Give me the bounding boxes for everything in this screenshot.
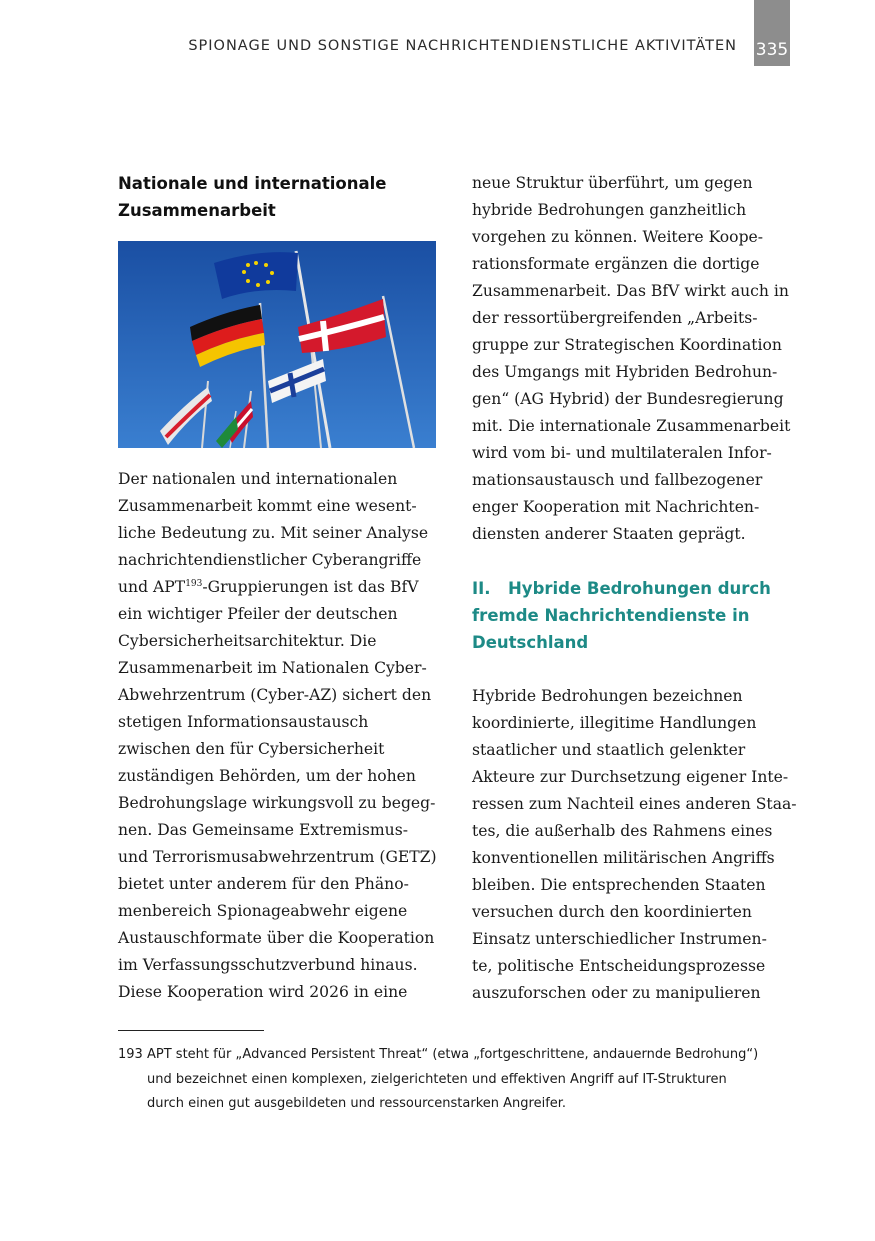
text-line: nachrichtendienstlicher Cyberangriffe [118, 551, 422, 569]
text-line [118, 574, 438, 601]
footnote-text [147, 1043, 778, 1117]
text-line: des Umgangs mit Hybriden Bedrohun- [472, 363, 778, 381]
text-line: stetigen Informationsaustausch [118, 713, 369, 731]
text-line: zwischen den für Cybersicherheit [118, 740, 385, 758]
text-line: zuständigen Behörden, um der hohen [118, 767, 416, 785]
text-line: liche Bedeutung zu. Mit seiner Analyse [118, 524, 429, 542]
paragraph-cooperation-continued [472, 170, 792, 548]
text-line: tes, die außerhalb des Rahmens eines [472, 822, 773, 840]
text-line: Akteure zur Durchsetzung eigener Inte- [472, 768, 789, 786]
footnote-divider [118, 1030, 264, 1031]
text-line: diensten anderer Staaten geprägt. [472, 525, 746, 543]
footnote-reference[interactable]: 193 [185, 579, 203, 589]
text-line: und Terrorismusabwehrzentrum (GETZ) [118, 848, 437, 866]
text-line: gruppe zur Strategischen Koordination [472, 336, 782, 354]
subheading-line: Zusammenarbeit [118, 201, 276, 220]
text-line: Cybersicherheitsarchitektur. Die [118, 632, 377, 650]
text-fragment: und APT [118, 578, 186, 596]
section-heading [472, 575, 792, 656]
text-line: menbereich Spionageabwehr eigene [118, 902, 408, 920]
text-line: der ressortübergreifenden „Arbeits- [472, 309, 758, 327]
text-line: mationsaustausch und fallbezogener [472, 471, 763, 489]
subheading [118, 170, 438, 224]
section-title-fragment: Hybride Bedrohungen durch [508, 579, 771, 598]
section-heading-line: Deutschland [472, 633, 589, 652]
text-line: gen“ (AG Hybrid) der Bundesregierung [472, 390, 784, 408]
page-number: 335 [754, 0, 790, 66]
paragraph-hybrid-threats [472, 683, 797, 1007]
text-line: Bedrohungslage wirkungsvoll zu begeg- [118, 794, 436, 812]
text-line: te, politische Entscheidungsprozesse [472, 957, 766, 975]
running-title: SPIONAGE UND SONSTIGE NACHRICHTENDIENSTLICHE AKTIVITÄTEN [188, 38, 737, 54]
text-line: koordinierte, illegitime Handlungen [472, 714, 757, 732]
text-line: wird vom bi- und multilateralen Infor- [472, 444, 772, 462]
paragraph-cooperation [118, 466, 438, 1006]
footnote-line: durch einen gut ausgebildeten und ressourcenstarken Angreifer. [147, 1096, 567, 1111]
text-line: auszuforschen oder zu manipulieren [472, 984, 761, 1002]
section-heading-line [472, 575, 792, 602]
text-fragment: -Gruppierungen ist das BfV [202, 578, 419, 596]
text-line: bleiben. Die entsprechenden Staaten [472, 876, 766, 894]
text-line: Einsatz unterschiedlicher Instrumen- [472, 930, 767, 948]
subheading-line: Nationale und internationale [118, 174, 387, 193]
text-line: Austauschformate über die Kooperation [118, 929, 435, 947]
text-line: neue Struktur überführt, um gegen [472, 174, 753, 192]
text-line: Zusammenarbeit. Das BfV wirkt auch in [472, 282, 789, 300]
footnote [118, 1043, 778, 1117]
section-heading-line: fremde Nachrichtendienste in [472, 606, 750, 625]
text-line: konventionellen militärischen Angriffs [472, 849, 775, 867]
section-number: II. [472, 579, 491, 598]
footnote-line: und bezeichnet einen komplexen, zielgerichteten und effektiven Angriff auf IT-Strukturen [147, 1071, 727, 1087]
text-line: rationsformate ergänzen die dortige [472, 255, 760, 273]
left-column [118, 170, 438, 1006]
text-line: Diese Kooperation wird 2026 in eine [118, 983, 408, 1001]
text-line: Hybride Bedrohungen bezeichnen [472, 687, 743, 705]
text-line: staatlicher und staatlich gelenkter [472, 741, 746, 759]
text-line: ressen zum Nachteil eines anderen Staa- [472, 795, 797, 813]
text-line: mit. Die internationale Zusammenarbeit [472, 417, 791, 435]
flags-photo-icon [118, 241, 436, 448]
text-line: im Verfassungsschutzverbund hinaus. [118, 956, 418, 974]
text-line: vorgehen zu können. Weitere Koope- [472, 228, 764, 246]
footnote-line: APT steht für „Advanced Persistent Threat“ (etwa „fortgeschrittene, andauernde Bedrohung“) [147, 1047, 759, 1062]
footnote-number: 193 [118, 1047, 143, 1062]
text-line: Der nationalen und internationalen [118, 470, 398, 488]
text-line: versuchen durch den koordinierten [472, 903, 752, 921]
text-line: ein wichtiger Pfeiler der deutschen [118, 605, 398, 623]
text-line: Abwehrzentrum (Cyber-AZ) sichert den [118, 686, 432, 704]
text-line: Zusammenarbeit im Nationalen Cyber- [118, 659, 427, 677]
right-column [472, 170, 797, 1007]
text-line: enger Kooperation mit Nachrichten- [472, 498, 760, 516]
text-line: Zusammenarbeit kommt eine wesent- [118, 497, 417, 515]
text-line: hybride Bedrohungen ganzheitlich [472, 201, 747, 219]
text-line: nen. Das Gemeinsame Extremismus- [118, 821, 408, 839]
text-line: bietet unter anderem für den Phäno- [118, 875, 409, 893]
